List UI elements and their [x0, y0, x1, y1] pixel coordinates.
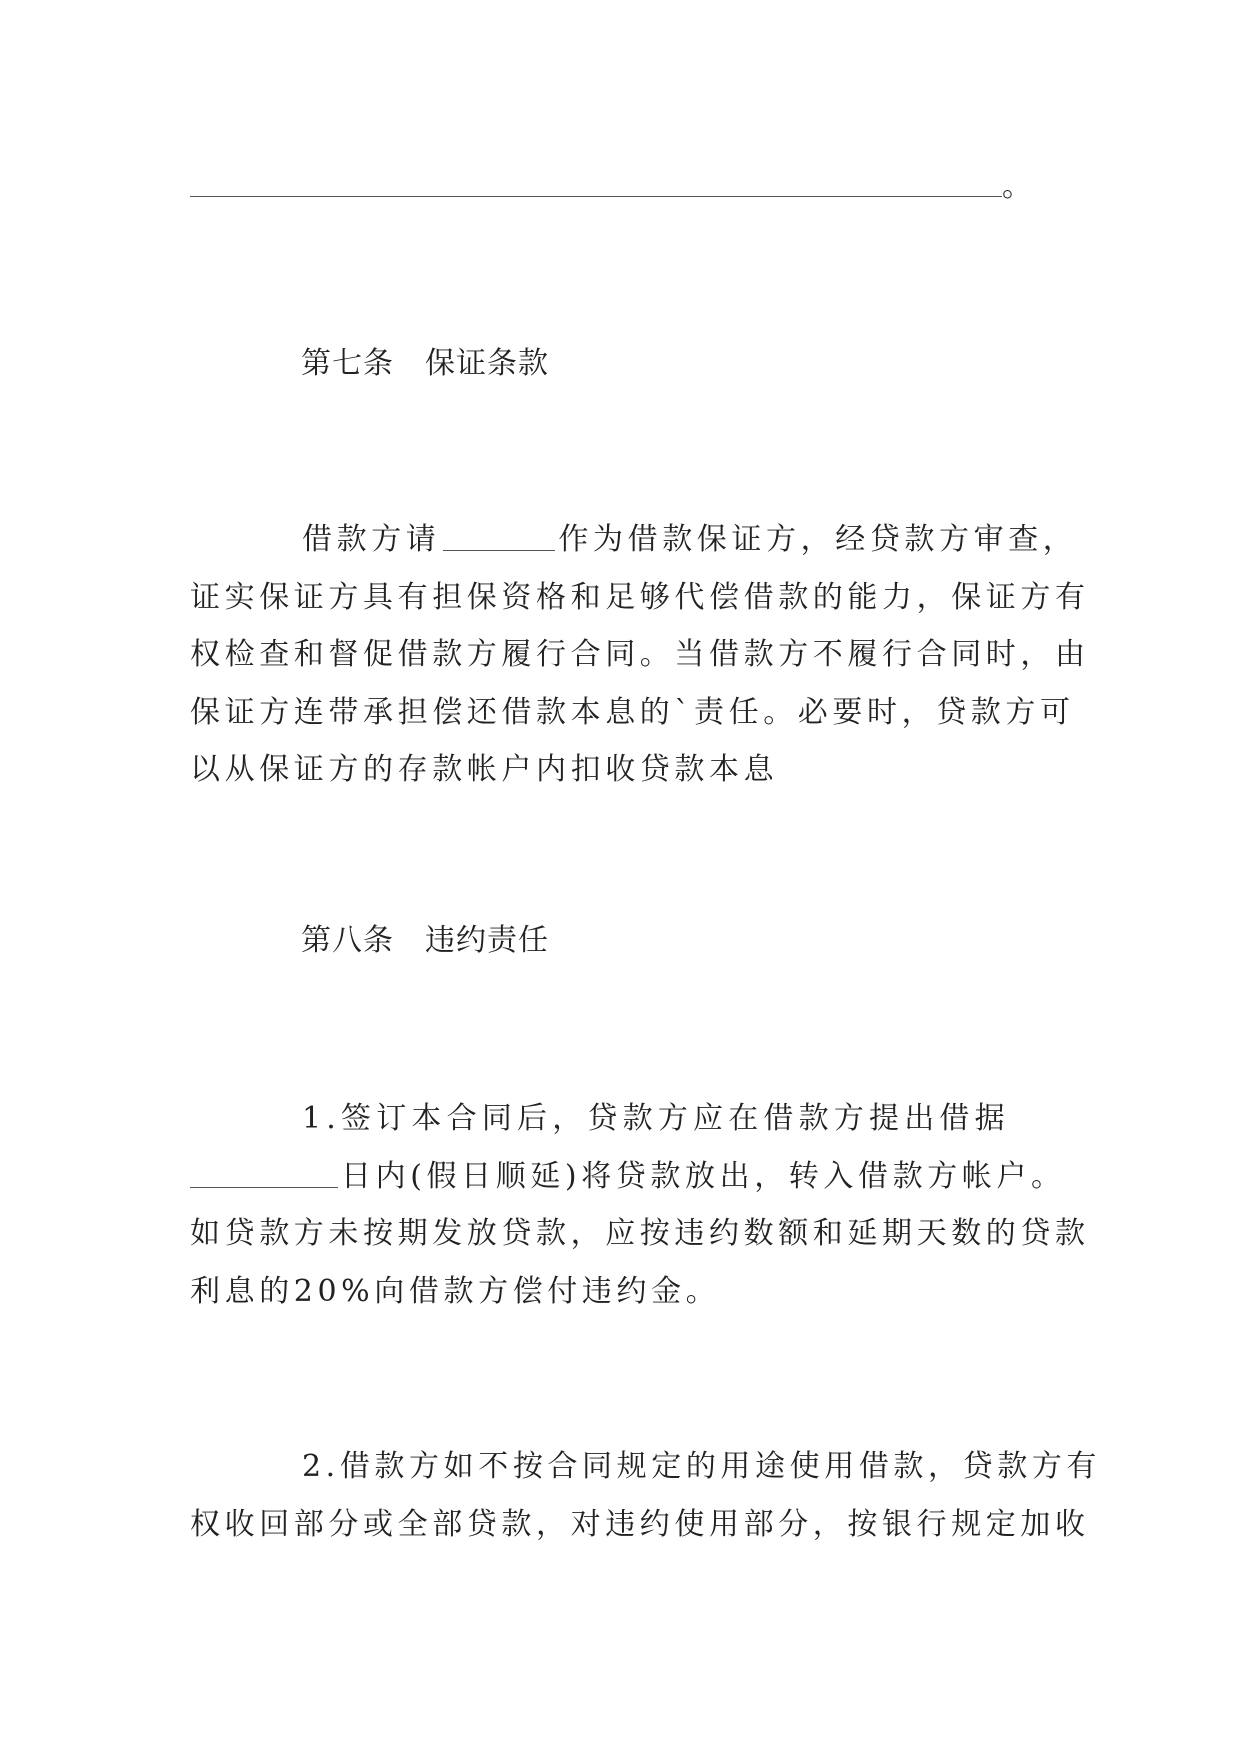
paragraph-line: 2.借款方如不按合同规定的用途使用借款，贷款方有	[302, 1449, 1102, 1484]
fill-in-blank-line	[190, 169, 1032, 204]
paragraph-line: 如贷款方未按期发放贷款，应按违约数额和延期天数的贷款	[190, 1216, 1090, 1251]
article-8-item-1	[190, 1090, 1090, 1320]
article-7-paragraph	[190, 511, 1090, 799]
days-blank	[190, 1157, 338, 1188]
text-segment: 作为借款保证方，经贷款方审查，	[558, 522, 1078, 557]
paragraph-line: 证实保证方具有担保资格和足够代偿借款的能力，保证方有	[190, 579, 1090, 615]
paragraph-line: 权检查和督促借款方履行合同。当借款方不履行合同时，由	[190, 637, 1090, 672]
article-8-item-2	[190, 1438, 1102, 1553]
paragraph-line: 1.签订本合同后，贷款方应在借款方提出借据	[302, 1101, 1010, 1136]
paragraph-line: 利息的20%向借款方偿付违约金。	[190, 1273, 721, 1309]
paragraph-line	[190, 1148, 1066, 1206]
paragraph-line: 保证方连带承担偿还借款本息的`责任。必要时，贷款方可	[190, 694, 1075, 730]
paragraph-line: 以从保证方的存款帐户内扣收贷款本息	[190, 752, 779, 787]
paragraph-line	[190, 511, 1078, 569]
article-8-heading: 第八条 违约责任	[301, 923, 549, 958]
article-7-heading: 第七条 保证条款	[301, 346, 549, 381]
text-segment: 日内(假日顺延)将贷款放出，转入借款方帐户。	[341, 1158, 1066, 1194]
period-mark: 。	[1002, 169, 1032, 204]
text-segment: 借款方请	[302, 522, 441, 557]
guarantor-name-blank	[443, 520, 555, 551]
paragraph-line: 权收回部分或全部贷款，对违约使用部分，按银行规定加收	[190, 1506, 1090, 1542]
blank-underline	[190, 196, 1002, 197]
